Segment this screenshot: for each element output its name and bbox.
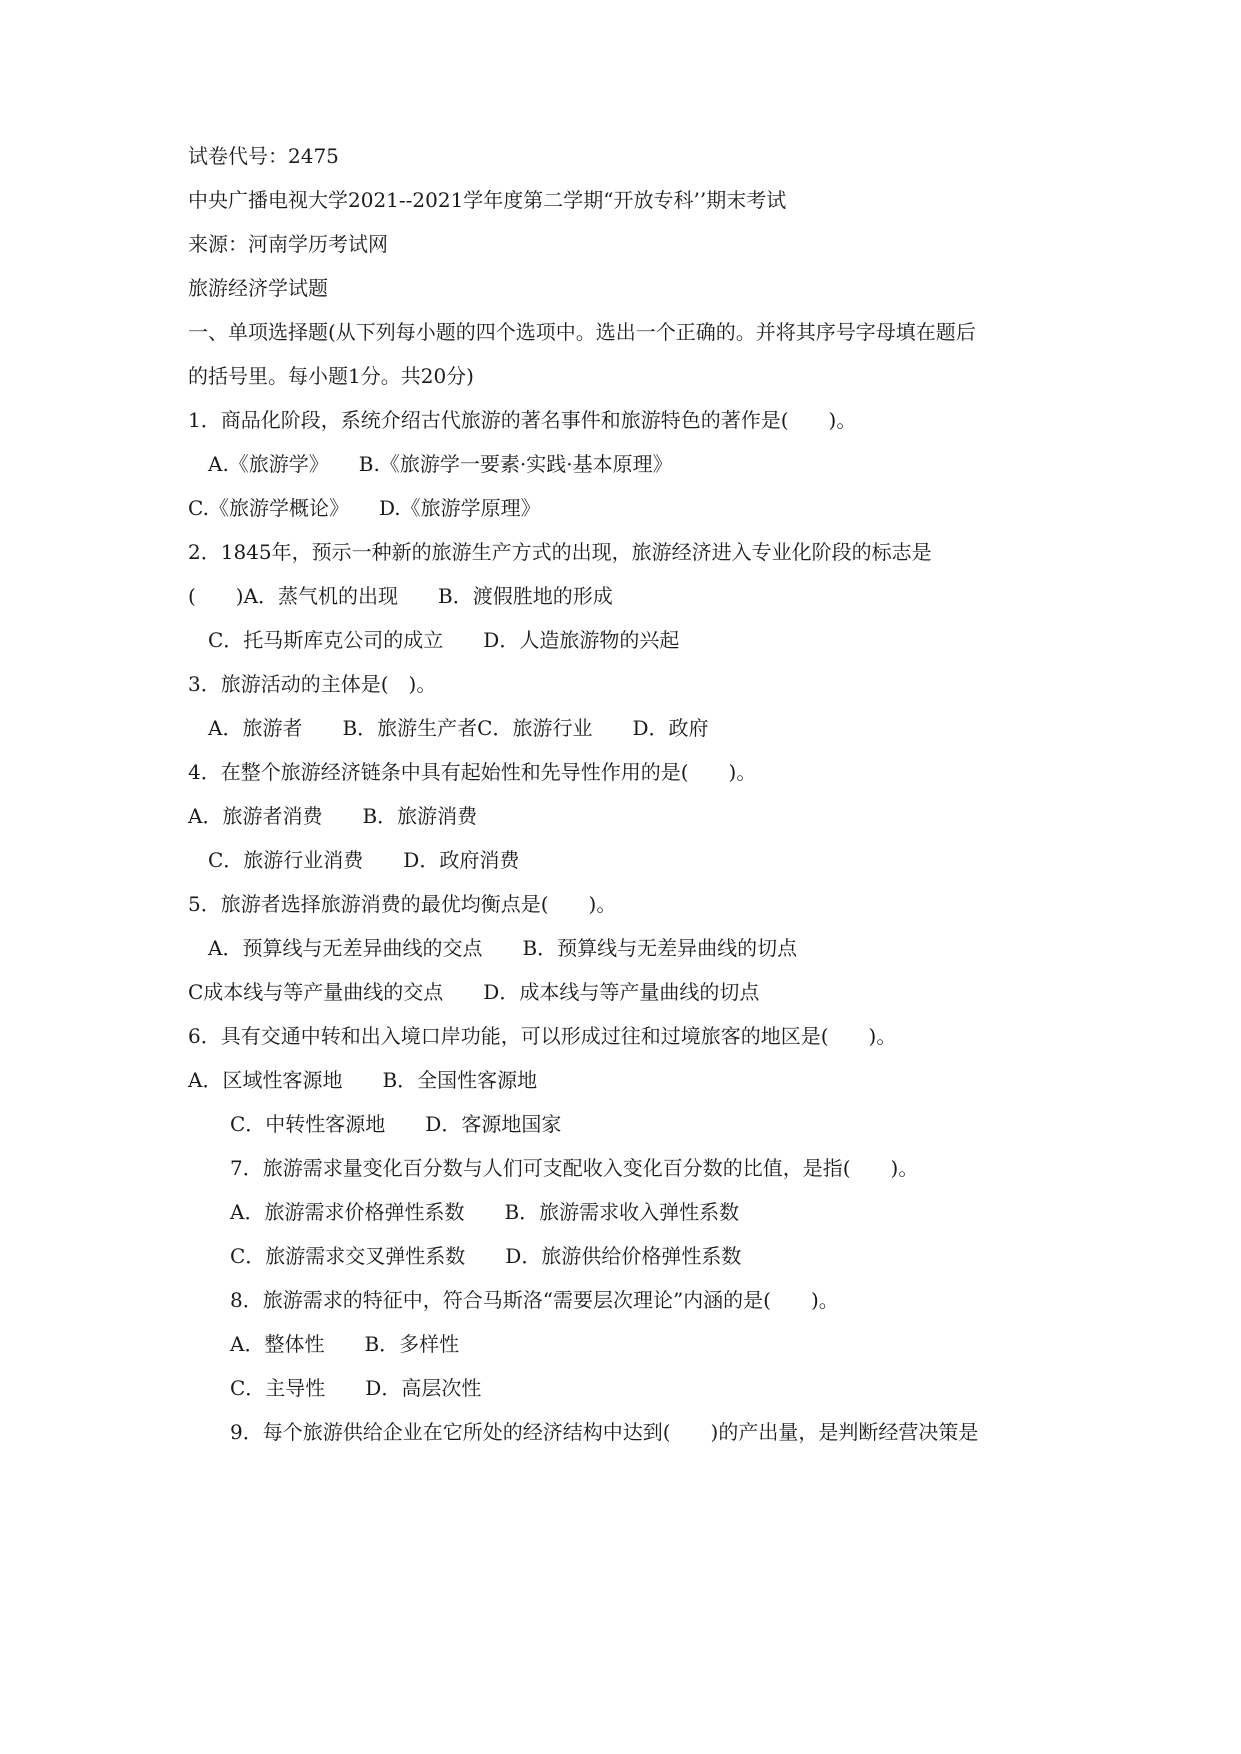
question-7-options-cd: C．旅游需求交叉弹性系数 D．旅游供给价格弹性系数	[230, 1244, 742, 1268]
exam-title: 旅游经济学试题	[188, 276, 328, 300]
question-9: 9．每个旅游供给企业在它所处的经济结构中达到( )的产出量，是判断经营决策是	[230, 1420, 979, 1444]
question-2: 2．1845年，预示一种新的旅游生产方式的出现，旅游经济进入专业化阶段的标志是	[188, 540, 932, 564]
question-6: 6．具有交通中转和出入境口岸功能，可以形成过往和过境旅客的地区是( )。	[188, 1024, 897, 1048]
question-2-options-ab: ( )A．蒸气机的出现 B．渡假胜地的形成	[188, 584, 613, 608]
question-1: 1．商品化阶段，系统介绍古代旅游的著名事件和旅游特色的著作是( )。	[188, 408, 857, 432]
question-8-options-cd: C．主导性 D．高层次性	[230, 1376, 482, 1400]
question-5-options-ab: A．预算线与无差异曲线的交点 B．预算线与无差异曲线的切点	[208, 936, 798, 960]
exam-code: 试卷代号：2475	[188, 144, 339, 168]
question-7: 7．旅游需求量变化百分数与人们可支配收入变化百分数的比值，是指( )。	[230, 1156, 919, 1180]
question-7-options-ab: A．旅游需求价格弹性系数 B．旅游需求收入弹性系数	[230, 1200, 740, 1224]
question-1-options-cd: C.《旅游学概论》 D.《旅游学原理》	[188, 496, 541, 520]
question-5: 5．旅游者选择旅游消费的最优均衡点是( )。	[188, 892, 617, 916]
question-5-options-cd: C成本线与等产量曲线的交点 D．成本线与等产量曲线的切点	[188, 980, 760, 1004]
exam-header: 中央广播电视大学2021--2021学年度第二学期“开放专科’’期末考试	[188, 188, 787, 212]
question-6-options-cd: C．中转性客源地 D．客源地国家	[230, 1112, 562, 1136]
question-4-options-cd: C．旅游行业消费 D．政府消费	[208, 848, 520, 872]
question-8-options-ab: A．整体性 B．多样性	[230, 1332, 460, 1356]
question-3-options: A．旅游者 B．旅游生产者C．旅游行业 D．政府	[208, 716, 709, 740]
question-4-options-ab: A．旅游者消费 B．旅游消费	[188, 804, 478, 828]
section-heading-cont: 的括号里。每小题1分。共20分)	[188, 364, 474, 388]
question-2-options-cd: C．托马斯库克公司的成立 D．人造旅游物的兴起	[208, 628, 680, 652]
section-heading: 一、单项选择题(从下列每小题的四个选项中。选出一个正确的。并将其序号字母填在题后	[188, 320, 976, 344]
question-4: 4．在整个旅游经济链条中具有起始性和先导性作用的是( )。	[188, 760, 757, 784]
question-3: 3．旅游活动的主体是( )。	[188, 672, 437, 696]
question-6-options-ab: A．区域性客源地 B．全国性客源地	[188, 1068, 538, 1092]
source-line: 来源：河南学历考试网	[188, 232, 388, 256]
question-1-options-ab: A.《旅游学》 B.《旅游学一要素·实践·基本原理》	[208, 452, 673, 476]
question-8: 8．旅游需求的特征中，符合马斯洛“需要层次理论”内涵的是( )。	[230, 1288, 839, 1312]
